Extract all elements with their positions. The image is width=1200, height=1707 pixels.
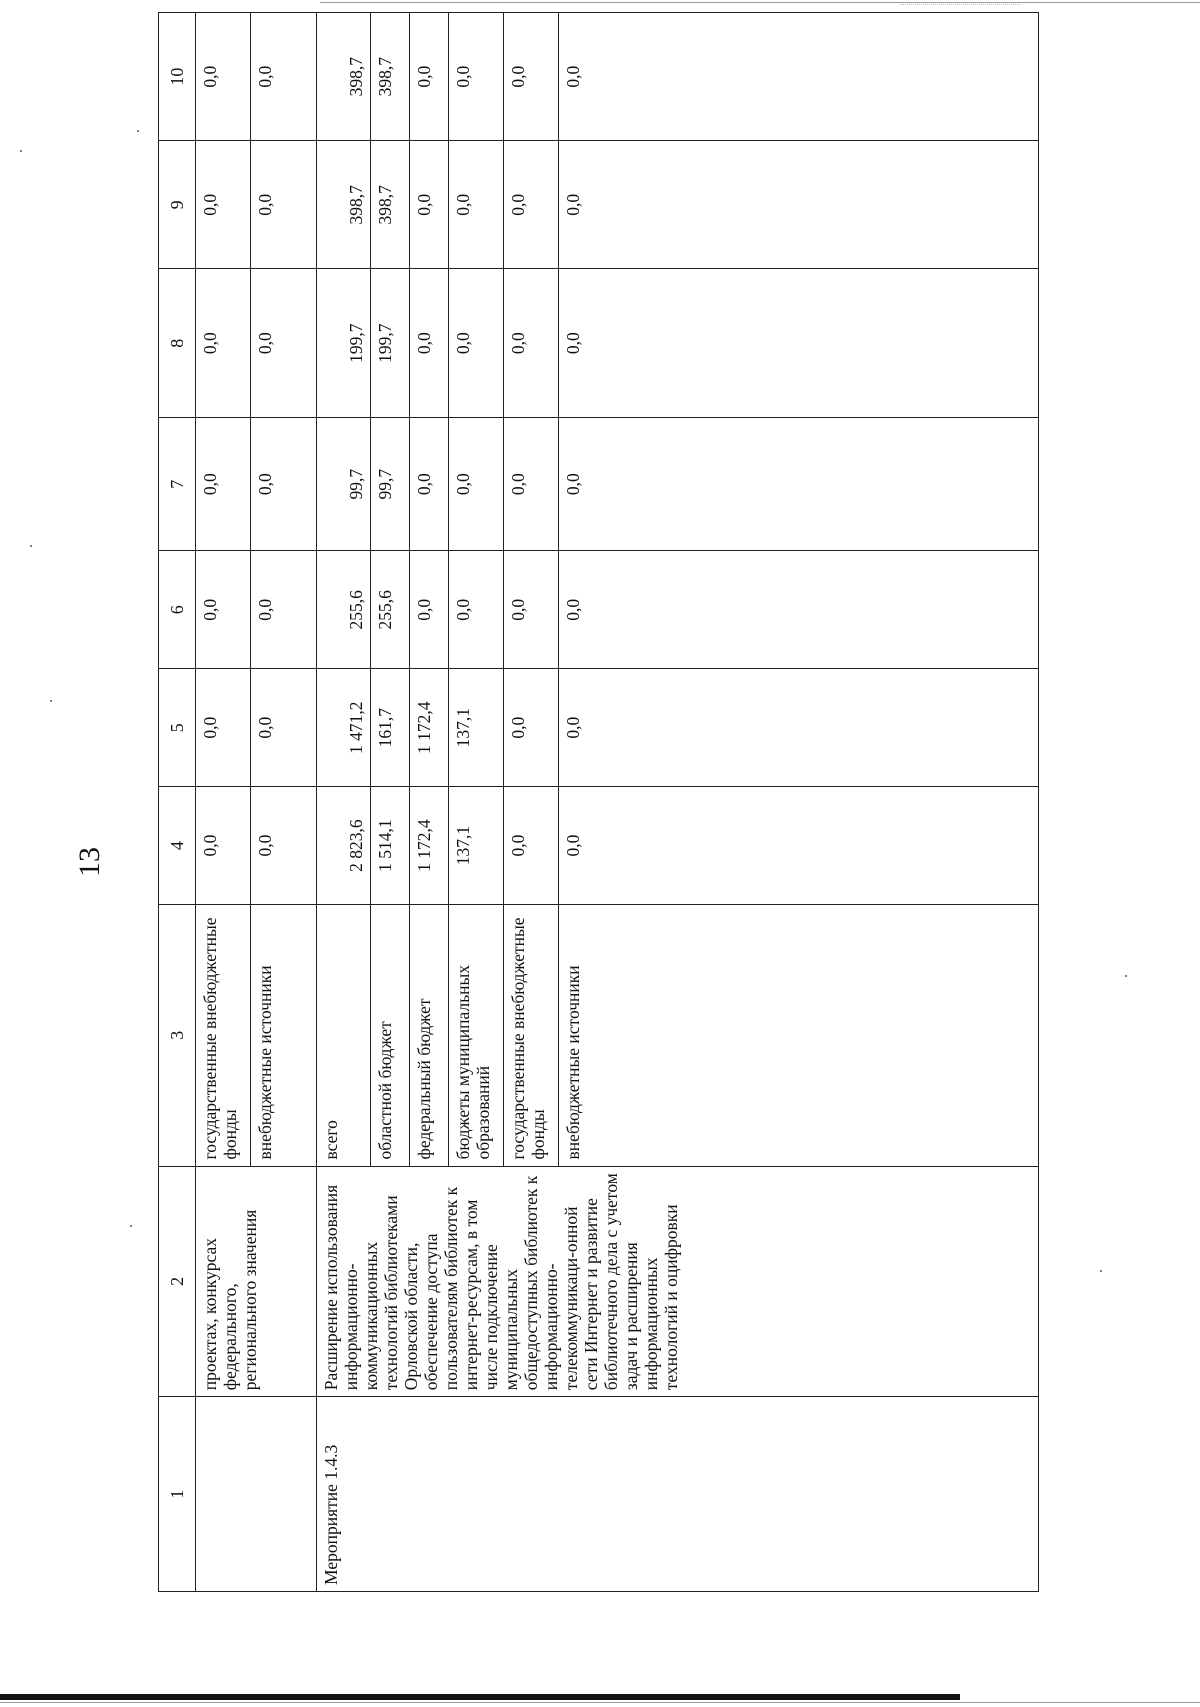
value-cell: 137,1 <box>449 669 504 787</box>
value-cell: 0,0 <box>559 13 1039 141</box>
value-cell: 0,0 <box>504 141 559 269</box>
value-cell: 0,0 <box>251 141 317 269</box>
value-cell: 0,0 <box>504 269 559 418</box>
scan-speck <box>20 150 22 152</box>
header-row <box>159 13 196 1592</box>
value-cell: 0,0 <box>196 787 251 905</box>
table-row <box>317 13 371 1592</box>
value-cell: 0,0 <box>449 141 504 269</box>
value-cell: 0,0 <box>559 669 1039 787</box>
value-cell: 161,7 <box>371 669 410 787</box>
cont-description: проектах, конкурсах федерального, регионального значения <box>196 1166 317 1397</box>
source-cell: бюджеты муниципальных образований <box>449 905 504 1166</box>
value-cell: 0,0 <box>196 141 251 269</box>
value-cell: 0,0 <box>251 418 317 551</box>
value-cell: 199,7 <box>371 269 410 418</box>
budget-table <box>158 12 1039 1592</box>
value-cell: 398,7 <box>317 13 371 141</box>
value-cell: 255,6 <box>317 551 371 669</box>
value-cell: 0,0 <box>504 787 559 905</box>
cont-col1-cell <box>196 1397 317 1592</box>
value-cell: 0,0 <box>410 269 449 418</box>
top-edge-dots <box>900 4 1020 5</box>
value-cell: 1 471,2 <box>317 669 371 787</box>
measure-description: Расширение использования информационно-коммуникационных технологий библиотеками Орловской области, обеспечение доступа пользователям библиотек к интернет-ресурсам, в том числе подключение муниципальных общедоступных библиотек к информационно-телекоммуникаци-онной сети Интернет и развитие библиотечного дела с учетом задач и расширения информационных технологий и оцифровки <box>317 1166 1039 1397</box>
value-cell: 1 172,4 <box>410 669 449 787</box>
value-cell: 0,0 <box>449 13 504 141</box>
value-cell: 0,0 <box>410 418 449 551</box>
value-cell: 0,0 <box>251 269 317 418</box>
value-cell: 0,0 <box>559 551 1039 669</box>
header-col-9: 9 <box>159 141 196 269</box>
source-cell: всего <box>317 905 371 1166</box>
header-col-6: 6 <box>159 551 196 669</box>
source-cell: государственные внебюджетные фонды <box>504 905 559 1166</box>
value-cell: 0,0 <box>504 551 559 669</box>
value-cell: 0,0 <box>449 551 504 669</box>
value-cell: 398,7 <box>371 141 410 269</box>
value-cell: 1 514,1 <box>371 787 410 905</box>
value-cell: 0,0 <box>504 418 559 551</box>
value-cell: 0,0 <box>559 787 1039 905</box>
page-number: 13 <box>73 847 106 877</box>
source-cell: областной бюджет <box>371 905 410 1166</box>
value-cell: 398,7 <box>371 13 410 141</box>
value-cell: 0,0 <box>251 551 317 669</box>
value-cell: 0,0 <box>504 13 559 141</box>
value-cell: 0,0 <box>559 141 1039 269</box>
value-cell: 2 823,6 <box>317 787 371 905</box>
source-cell: государственные внебюджетные фонды <box>196 905 251 1166</box>
header-col-10: 10 <box>159 13 196 141</box>
value-cell: 99,7 <box>371 418 410 551</box>
value-cell: 137,1 <box>449 787 504 905</box>
value-cell: 255,6 <box>371 551 410 669</box>
value-cell: 0,0 <box>251 669 317 787</box>
value-cell: 0,0 <box>504 669 559 787</box>
value-cell: 0,0 <box>410 13 449 141</box>
value-cell: 199,7 <box>317 269 371 418</box>
source-cell: внебюджетные источники <box>559 905 1039 1166</box>
source-cell: федеральный бюджет <box>410 905 449 1166</box>
bottom-edge-bar <box>0 1694 960 1700</box>
measure-id: Мероприятие 1.4.3 <box>317 1397 1039 1592</box>
value-cell: 398,7 <box>317 141 371 269</box>
value-cell: 1 172,4 <box>410 787 449 905</box>
scan-speck <box>30 545 32 547</box>
bottom-edge-line <box>0 1702 1200 1703</box>
value-cell: 0,0 <box>559 418 1039 551</box>
header-col-1: 1 <box>159 1397 196 1592</box>
scan-speck <box>50 700 52 702</box>
value-cell: 0,0 <box>251 13 317 141</box>
header-col-5: 5 <box>159 669 196 787</box>
scan-speck <box>137 130 139 132</box>
value-cell: 0,0 <box>449 418 504 551</box>
value-cell: 99,7 <box>317 418 371 551</box>
value-cell: 0,0 <box>196 418 251 551</box>
header-col-4: 4 <box>159 787 196 905</box>
value-cell: 0,0 <box>251 787 317 905</box>
header-col-3: 3 <box>159 905 196 1166</box>
scan-speck <box>1125 975 1127 977</box>
rotated-table-container <box>158 12 1108 1592</box>
value-cell: 0,0 <box>196 551 251 669</box>
header-col-2: 2 <box>159 1166 196 1397</box>
value-cell: 0,0 <box>196 269 251 418</box>
header-col-8: 8 <box>159 269 196 418</box>
header-col-7: 7 <box>159 418 196 551</box>
value-cell: 0,0 <box>449 269 504 418</box>
value-cell: 0,0 <box>196 13 251 141</box>
value-cell: 0,0 <box>410 141 449 269</box>
value-cell: 0,0 <box>559 269 1039 418</box>
value-cell: 0,0 <box>410 551 449 669</box>
table-row <box>196 13 251 1592</box>
scan-speck <box>130 1225 132 1227</box>
value-cell: 0,0 <box>196 669 251 787</box>
source-cell: внебюджетные источники <box>251 905 317 1166</box>
top-edge-line <box>320 2 1200 3</box>
